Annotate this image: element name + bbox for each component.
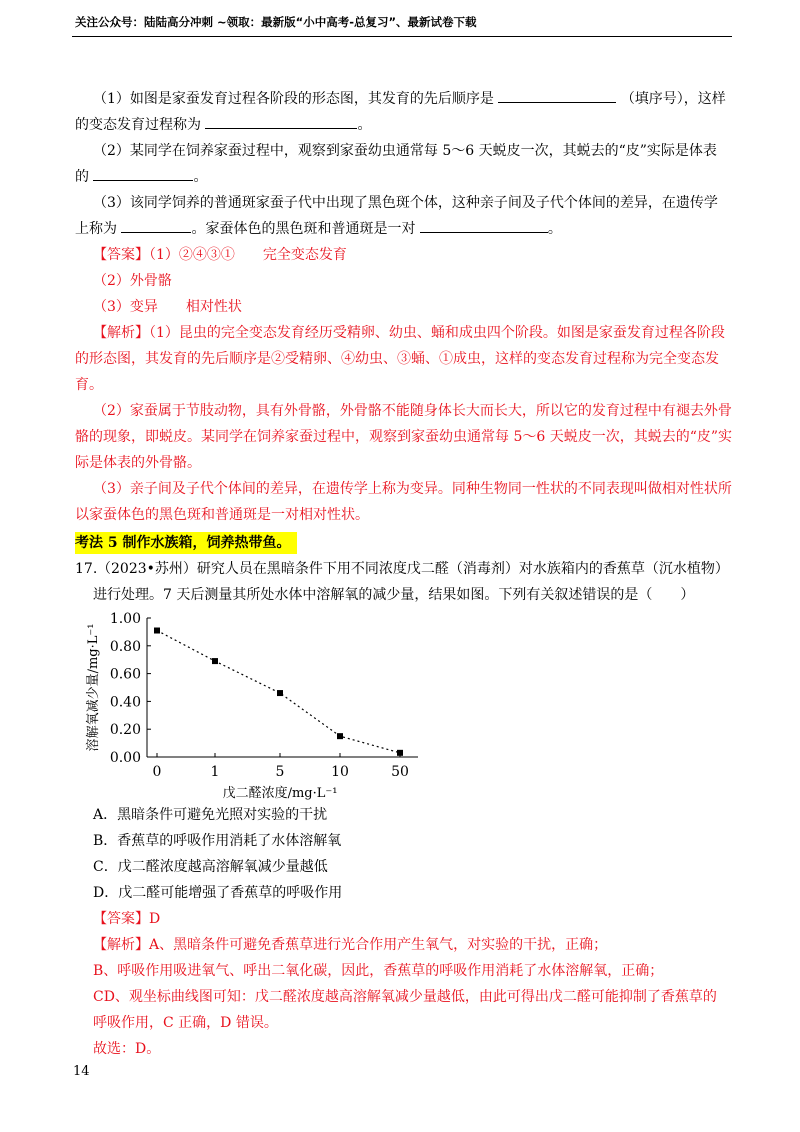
- q17-stem-cont: 进行处理。7 天后测量其所处水体中溶解氧的减少量，结果如图。下列有关叙述错误的是（ ）: [93, 587, 695, 603]
- option-d: D．戊二醛可能增强了香蕉草的呼吸作用: [93, 885, 343, 901]
- q17-analysis-5: 故选：D。: [93, 1041, 161, 1057]
- option-b: B．香蕉草的呼吸作用消耗了水体溶解氧: [93, 833, 342, 849]
- q16-sub3-cont: 上称为 。家蚕体色的黑色斑和普通斑是一对 。: [75, 216, 735, 242]
- page-body: [75, 86, 735, 1062]
- q16-sub1: （1）如图是家蚕发育过程各阶段的形态图，其发育的先后顺序是 （填序号），这样: [75, 86, 735, 112]
- dissolved-oxygen-chart: [75, 610, 735, 800]
- answer-blank[interactable]: [205, 112, 357, 129]
- section-heading: [75, 530, 735, 556]
- answer-blank[interactable]: [420, 216, 548, 233]
- q16-answer: 【答案】（1）②④③① 完全变态发育: [93, 247, 347, 263]
- y-tick-label: 0.40: [109, 694, 141, 711]
- q17-stem: 17.（2023•苏州）研究人员在黑暗条件下用不同浓度戊二醛（消毒剂）对水族箱内的香蕉草（沉水植物）: [75, 561, 729, 577]
- q16-answer-3: （3）变异 相对性状: [93, 299, 242, 315]
- answer-blank[interactable]: [93, 164, 193, 181]
- data-point: [277, 690, 283, 696]
- y-tick-label: 0.60: [109, 666, 141, 683]
- header-rule: [72, 36, 732, 37]
- q17-analysis-2: B、呼吸作用吸进氧气、呼出二氧化碳，因此，香蕉草的呼吸作用消耗了水体溶解氧，正确；: [93, 963, 664, 979]
- data-point: [397, 750, 403, 756]
- q16-sub2: （2）某同学在饲养家蚕过程中，观察到家蚕幼虫通常每 5～6 天蜕皮一次，其蜕去的“皮”实际是体表: [93, 143, 717, 159]
- x-tick-label: 0: [152, 764, 162, 780]
- q16-analysis-1: 【解析】（1）昆虫的完全变态发育经历受精卵、幼虫、蛹和成虫四个阶段。如图是家蚕发育过程各阶段的形态图，其发育的先后顺序是②受精卵、④幼虫、③蛹、①成虫，这样的变态发育过程称为完全变态发育。: [75, 325, 725, 393]
- chart-container: [75, 610, 735, 800]
- q16-analysis-3: （3）亲子间及子代个体间的差异，在遗传学上称为变异。同种生物同一性状的不同表现叫做相对性状所以家蚕体色的黑色斑和普通斑是一对相对性状。: [75, 481, 732, 523]
- y-tick-label: 0.80: [109, 638, 141, 655]
- q17-analysis-3: CD、观坐标曲线图可知：戊二醛浓度越高溶解氧减少量越低，由此可得出戊二醛可能抑制了香蕉草的: [93, 989, 717, 1005]
- y-tick-label: 0.00: [109, 750, 141, 766]
- page-header: 关注公众号：陆陆高分冲刺 ~领取：最新版“小中高考-总复习”、最新试卷下载: [75, 15, 477, 29]
- q17-analysis-1: 【解析】A、黑暗条件可避免香蕉草进行光合作用产生氧气，对实验的干扰，正确；: [93, 937, 608, 953]
- answer-blank[interactable]: [498, 86, 616, 103]
- data-point: [154, 628, 160, 634]
- y-axis-label: 溶解氧减少量/mg·L⁻¹: [86, 623, 101, 752]
- q16-sub1-cont: 的变态发育过程称为 。: [75, 112, 735, 138]
- q16-analysis-2: （2）家蚕属于节肢动物，具有外骨骼，外骨骼不能随身体长大而长大，所以它的发育过程中有褪去外骨骼的现象，即蜕皮。某同学在饲养家蚕过程中，观察到家蚕幼虫通常每 5～6 天蜕皮一次，其蜕去的“皮”实际是体表的外骨骼。: [75, 403, 733, 471]
- x-tick-label: 5: [275, 764, 285, 780]
- x-tick-label: 50: [391, 764, 409, 780]
- data-point: [212, 658, 218, 664]
- q17-analysis-4: 呼吸作用，C 正确，D 错误。: [93, 1015, 278, 1031]
- option-a: A．黑暗条件可避免光照对实验的干扰: [93, 807, 328, 823]
- answer-blank[interactable]: [121, 216, 191, 233]
- y-tick-label: 0.20: [109, 722, 141, 739]
- q16-sub2-cont: 的 。: [75, 164, 735, 190]
- x-axis-label: 戊二醛浓度/mg·L⁻¹: [222, 786, 338, 801]
- q16-sub3: （3）该同学饲养的普通斑家蚕子代中出现了黑色斑个体，这种亲子间及子代个体间的差异，在遗传学: [93, 195, 718, 211]
- q16-answer-2: （2）外骨骼: [93, 273, 172, 289]
- y-tick-label: 1.00: [109, 611, 141, 627]
- data-point: [337, 733, 343, 739]
- q17-answer: 【答案】D: [93, 911, 161, 927]
- page-number: 14: [73, 1064, 90, 1079]
- option-c: C．戊二醛浓度越高溶解氧减少量越低: [93, 859, 328, 875]
- section-highlight: 考法 5 制作水族箱，饲养热带鱼。: [75, 532, 297, 554]
- x-tick-label: 1: [210, 764, 220, 780]
- x-tick-label: 10: [331, 764, 349, 780]
